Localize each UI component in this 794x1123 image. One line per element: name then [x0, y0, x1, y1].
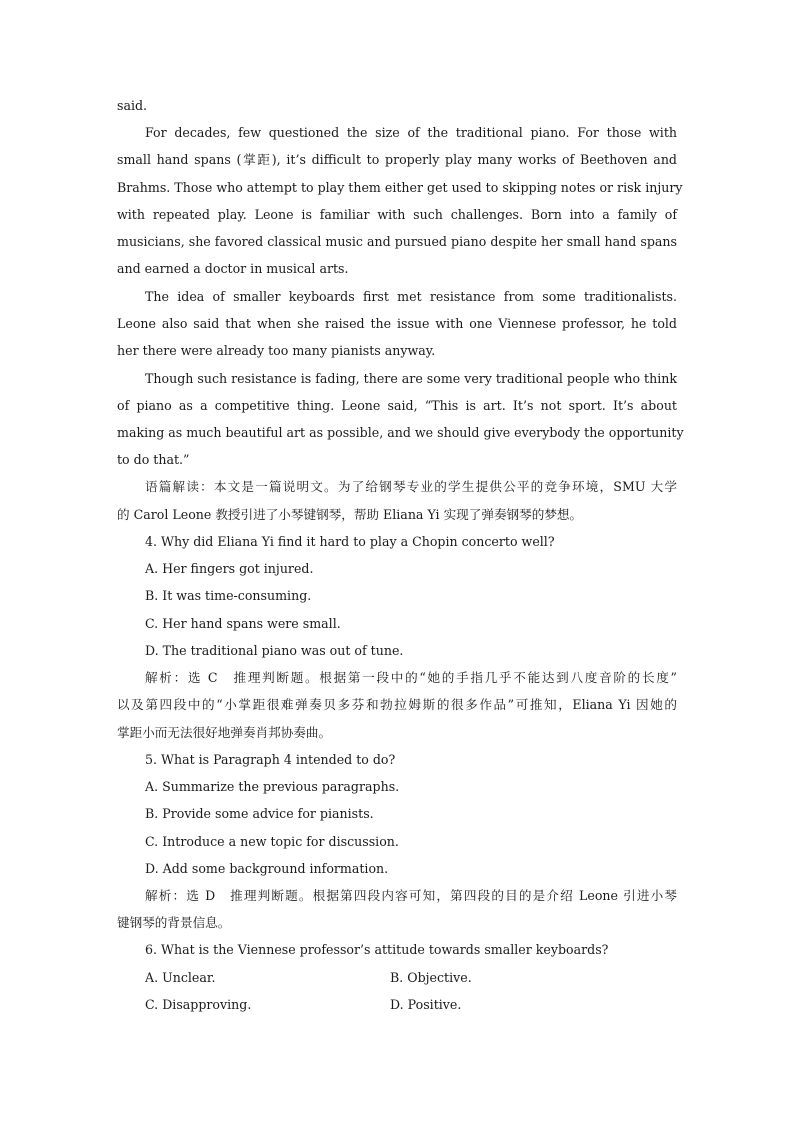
question-4-option-a: A. Her fingers got injured. [145, 561, 314, 576]
question-4-analysis: 解析：选 C 推理判断题。根据第一段中的“她的手指几乎不能达到八度音阶的长度” [145, 670, 677, 685]
question-4-option-d: D. The traditional piano was out of tune. [145, 643, 404, 658]
passage-line: Brahms. Those who attempt to play them either get used to skipping notes or risk injury [117, 180, 683, 195]
summary-line: 的 Carol Leone 教授引进了小琴键钢琴，帮助 Eliana Yi 实现了弹奏钢琴的梦想。 [117, 507, 583, 522]
question-4-analysis: 以及第四段中的“小掌距很难弹奏贝多芬和勃拉姆斯的很多作品”可推知，Eliana Yi 因她的 [117, 697, 677, 712]
question-4-analysis: 掌距小而无法很好地弹奏肖邦协奏曲。 [117, 725, 332, 740]
question-4-stem: 4. Why did Eliana Yi find it hard to play a Chopin concerto well? [145, 534, 555, 549]
question-5-option-b: B. Provide some advice for pianists. [145, 806, 374, 821]
question-5-option-a: A. Summarize the previous paragraphs. [145, 779, 400, 794]
question-6-option-a: A. Unclear. [145, 970, 216, 985]
passage-line: small hand spans (掌距), it’s difficult to properly play many works of Beethoven and [117, 152, 677, 167]
passage-line: The idea of smaller keyboards first met resistance from some traditionalists. [145, 289, 677, 304]
question-5-option-c: C. Introduce a new topic for discussion. [145, 834, 399, 849]
question-5-option-d: D. Add some background information. [145, 861, 389, 876]
passage-line: making as much beautiful art as possible, and we should give everybody the opportunity [117, 425, 684, 440]
question-5-analysis: 解析：选 D 推理判断题。根据第四段内容可知，第四段的目的是介绍 Leone 引进小琴 [145, 888, 677, 903]
passage-line: Leone also said that when she raised the issue with one Viennese professor, he told [117, 316, 677, 331]
question-6-stem: 6. What is the Viennese professor’s attitude towards smaller keyboards? [145, 942, 609, 957]
question-4-option-b: B. It was time-consuming. [145, 588, 312, 603]
passage-line: For decades, few questioned the size of the traditional piano. For those with [145, 125, 677, 140]
passage-line: Though such resistance is fading, there are some very traditional people who think [145, 371, 677, 386]
passage-line: musicians, she favored classical music and pursued piano despite her small hand spans [117, 234, 677, 249]
question-5-stem: 5. What is Paragraph 4 intended to do? [145, 752, 396, 767]
question-4-option-c: C. Her hand spans were small. [145, 616, 341, 631]
passage-line: to do that.” [117, 452, 190, 467]
question-5-analysis: 键钢琴的背景信息。 [117, 915, 231, 930]
question-6-option-c: C. Disapproving. [145, 997, 252, 1012]
summary-line: 语篇解读：本文是一篇说明文。为了给钢琴专业的学生提供公平的竞争环境，SMU 大学 [145, 479, 677, 494]
passage-line: with repeated play. Leone is familiar with such challenges. Born into a family of [117, 207, 677, 222]
passage-line: her there were already too many pianists anyway. [117, 343, 436, 358]
passage-line: said. [117, 98, 148, 113]
passage-line: and earned a doctor in musical arts. [117, 261, 349, 276]
passage-line: of piano as a competitive thing. Leone said, “This is art. It’s not sport. It’s about [117, 398, 677, 413]
question-6-option-d: D. Positive. [390, 997, 462, 1012]
question-6-option-b: B. Objective. [390, 970, 472, 985]
